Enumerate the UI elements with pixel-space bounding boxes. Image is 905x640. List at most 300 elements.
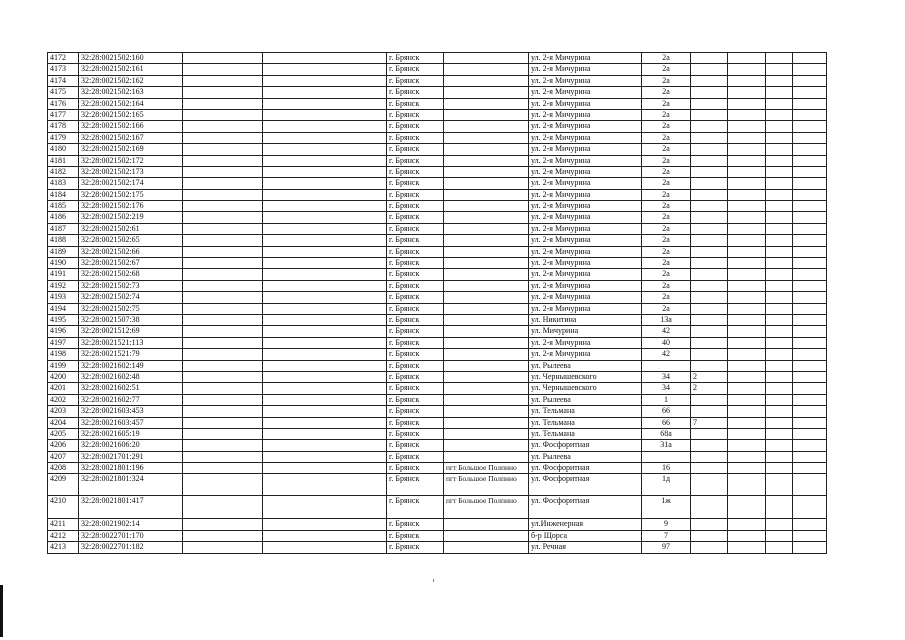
- table-cell: 4198: [48, 349, 79, 360]
- table-cell: [793, 223, 827, 234]
- table-cell: 32:28:0021512:69: [79, 326, 183, 337]
- table-cell: 32:28:0021602:77: [79, 394, 183, 405]
- table-cell: г. Брянск: [387, 530, 444, 541]
- table-cell: [691, 440, 728, 451]
- table-cell: [728, 64, 766, 75]
- table-cell: [263, 246, 387, 257]
- table-cell: [766, 235, 793, 246]
- table-cell: 4177: [48, 109, 79, 120]
- table-row: [48, 292, 827, 303]
- table-cell: ул. 2-я Мичурина: [529, 235, 642, 246]
- table-cell: [183, 474, 263, 496]
- table-cell: [691, 394, 728, 405]
- table-cell: 4207: [48, 451, 79, 462]
- table-cell: [263, 132, 387, 143]
- table-cell: ул. Фосфоритная: [529, 440, 642, 451]
- table-cell: [263, 542, 387, 553]
- table-cell: 32:28:0021502:65: [79, 235, 183, 246]
- table-cell: 4196: [48, 326, 79, 337]
- table-cell: г. Брянск: [387, 406, 444, 417]
- table-cell: [766, 87, 793, 98]
- table-cell: [444, 360, 529, 371]
- table-cell: [691, 474, 728, 496]
- table-cell: г. Брянск: [387, 463, 444, 474]
- table-row: [48, 371, 827, 382]
- table-cell: [766, 212, 793, 223]
- table-cell: [728, 144, 766, 155]
- table-cell: [444, 166, 529, 177]
- table-cell: ул. Рылеева: [529, 451, 642, 462]
- table-cell: 4208: [48, 463, 79, 474]
- table-cell: [793, 246, 827, 257]
- table-cell: [444, 64, 529, 75]
- table-cell: [691, 178, 728, 189]
- table-cell: [691, 155, 728, 166]
- table-cell: [793, 530, 827, 541]
- table-cell: [691, 64, 728, 75]
- table-cell: [183, 371, 263, 382]
- table-cell: 32:28:0021502:161: [79, 64, 183, 75]
- table-cell: 2: [691, 371, 728, 382]
- table-cell: 4183: [48, 178, 79, 189]
- table-cell: [728, 246, 766, 257]
- table-cell: ул. 2-я Мичурина: [529, 280, 642, 291]
- table-cell: 2а: [642, 292, 691, 303]
- table-cell: [444, 223, 529, 234]
- table-cell: [263, 451, 387, 462]
- table-cell: [263, 98, 387, 109]
- table-cell: [183, 246, 263, 257]
- table-row: [48, 155, 827, 166]
- table-cell: [793, 98, 827, 109]
- table-cell: [444, 87, 529, 98]
- table-cell: 32:28:0021502:68: [79, 269, 183, 280]
- table-cell: [444, 144, 529, 155]
- table-row: [48, 246, 827, 257]
- table-cell: пгт Большое Полпино: [444, 496, 529, 519]
- table-cell: [766, 303, 793, 314]
- table-row: [48, 178, 827, 189]
- table-cell: ул. Фосфоритная: [529, 474, 642, 496]
- table-cell: [728, 451, 766, 462]
- table-cell: 32:28:0021602:51: [79, 383, 183, 394]
- table-cell: [793, 314, 827, 325]
- table-cell: [793, 53, 827, 64]
- table-cell: [766, 75, 793, 86]
- table-row: [48, 87, 827, 98]
- table-cell: [183, 417, 263, 428]
- table-cell: [728, 201, 766, 212]
- table-cell: г. Брянск: [387, 383, 444, 394]
- table-row: [48, 394, 827, 405]
- table-cell: [691, 349, 728, 360]
- table-cell: 2а: [642, 280, 691, 291]
- table-cell: [183, 87, 263, 98]
- table-cell: [444, 132, 529, 143]
- table-cell: [793, 303, 827, 314]
- table-cell: 32:28:0021502:74: [79, 292, 183, 303]
- table-cell: 2а: [642, 212, 691, 223]
- table-cell: [728, 371, 766, 382]
- table-cell: [793, 212, 827, 223]
- table-cell: [183, 144, 263, 155]
- table-cell: ул. Фосфоритная: [529, 496, 642, 519]
- table-cell: [793, 75, 827, 86]
- table-cell: [766, 440, 793, 451]
- table-cell: 2а: [642, 178, 691, 189]
- table-cell: ул. Фосфоритная: [529, 463, 642, 474]
- table-cell: 32:28:0021502:166: [79, 121, 183, 132]
- table-cell: 68а: [642, 428, 691, 439]
- table-cell: [444, 121, 529, 132]
- table-cell: [444, 246, 529, 257]
- table-cell: [263, 223, 387, 234]
- table-cell: [691, 269, 728, 280]
- table-cell: ул.Инженерная: [529, 519, 642, 530]
- table-cell: [183, 463, 263, 474]
- table-cell: ул. 2-я Мичурина: [529, 121, 642, 132]
- table-cell: [766, 349, 793, 360]
- table-cell: 32:28:0021801:196: [79, 463, 183, 474]
- table-cell: [691, 303, 728, 314]
- table-cell: [444, 75, 529, 86]
- table-cell: [642, 360, 691, 371]
- table-cell: 4201: [48, 383, 79, 394]
- table-cell: [766, 246, 793, 257]
- table-cell: [793, 132, 827, 143]
- table-cell: [728, 360, 766, 371]
- table-row: [48, 132, 827, 143]
- table-cell: [728, 155, 766, 166]
- table-cell: [766, 360, 793, 371]
- table-row: [48, 417, 827, 428]
- table-cell: г. Брянск: [387, 280, 444, 291]
- table-cell: ул. 2-я Мичурина: [529, 303, 642, 314]
- table-cell: 66: [642, 417, 691, 428]
- table-row: [48, 314, 827, 325]
- table-cell: [766, 474, 793, 496]
- table-cell: [766, 496, 793, 519]
- table-cell: [183, 519, 263, 530]
- table-cell: [728, 87, 766, 98]
- table-cell: [728, 258, 766, 269]
- table-cell: 32:28:0021502:73: [79, 280, 183, 291]
- table-cell: 2а: [642, 109, 691, 120]
- table-row: [48, 519, 827, 530]
- table-cell: [691, 314, 728, 325]
- table-cell: [444, 201, 529, 212]
- table-cell: [766, 428, 793, 439]
- table-cell: [263, 212, 387, 223]
- table-cell: [444, 53, 529, 64]
- table-cell: [183, 189, 263, 200]
- table-cell: 32:28:0021603:453: [79, 406, 183, 417]
- table-cell: [691, 109, 728, 120]
- table-cell: [766, 166, 793, 177]
- table-cell: [183, 496, 263, 519]
- table-cell: ул. Тельмана: [529, 406, 642, 417]
- table-cell: 2а: [642, 98, 691, 109]
- table-cell: 32:28:0021902:14: [79, 519, 183, 530]
- table-cell: [728, 474, 766, 496]
- table-cell: 4213: [48, 542, 79, 553]
- table-row: [48, 406, 827, 417]
- table-cell: [728, 132, 766, 143]
- table-cell: г. Брянск: [387, 417, 444, 428]
- table-cell: г. Брянск: [387, 87, 444, 98]
- table-cell: 2а: [642, 121, 691, 132]
- table-cell: 2а: [642, 201, 691, 212]
- table-cell: [691, 121, 728, 132]
- table-cell: [728, 280, 766, 291]
- table-cell: [263, 496, 387, 519]
- table-cell: ул. Речная: [529, 542, 642, 553]
- table-row: [48, 109, 827, 120]
- table-cell: 4175: [48, 87, 79, 98]
- table-cell: [691, 463, 728, 474]
- table-cell: [183, 303, 263, 314]
- table-cell: 4203: [48, 406, 79, 417]
- table-cell: 31а: [642, 440, 691, 451]
- table-cell: [728, 406, 766, 417]
- table-cell: [728, 75, 766, 86]
- table-cell: [793, 87, 827, 98]
- table-cell: [691, 235, 728, 246]
- table-cell: [793, 474, 827, 496]
- table-cell: г. Брянск: [387, 64, 444, 75]
- table-cell: [263, 303, 387, 314]
- table-cell: [444, 519, 529, 530]
- table-cell: [793, 269, 827, 280]
- table-cell: г. Брянск: [387, 428, 444, 439]
- table-cell: 4191: [48, 269, 79, 280]
- table-cell: [263, 269, 387, 280]
- table-cell: ул. 2-я Мичурина: [529, 223, 642, 234]
- table-cell: ул. Тельмана: [529, 417, 642, 428]
- table-row: [48, 98, 827, 109]
- table-cell: ул. 2-я Мичурина: [529, 155, 642, 166]
- table-cell: г. Брянск: [387, 212, 444, 223]
- table-cell: [183, 201, 263, 212]
- table-cell: [183, 155, 263, 166]
- table-cell: ул. Чернышевского: [529, 371, 642, 382]
- table-cell: [263, 394, 387, 405]
- table-cell: 4205: [48, 428, 79, 439]
- table-cell: [263, 337, 387, 348]
- table-cell: [263, 371, 387, 382]
- table-cell: [691, 280, 728, 291]
- table-cell: [766, 326, 793, 337]
- table-cell: 4194: [48, 303, 79, 314]
- table-row: [48, 428, 827, 439]
- table-cell: [793, 337, 827, 348]
- table-cell: ул. 2-я Мичурина: [529, 212, 642, 223]
- table-row: [48, 269, 827, 280]
- table-cell: 1: [642, 394, 691, 405]
- table-cell: [444, 417, 529, 428]
- table-cell: [263, 428, 387, 439]
- table-cell: [793, 463, 827, 474]
- table-cell: [793, 451, 827, 462]
- table-cell: ул. 2-я Мичурина: [529, 75, 642, 86]
- table-cell: [728, 53, 766, 64]
- table-cell: [766, 519, 793, 530]
- table-cell: [691, 428, 728, 439]
- table-cell: [691, 519, 728, 530]
- table-cell: [444, 235, 529, 246]
- table-cell: [766, 189, 793, 200]
- table-cell: 4184: [48, 189, 79, 200]
- table-cell: пгт Большое Полпино: [444, 474, 529, 496]
- table-cell: [728, 383, 766, 394]
- table-cell: [263, 121, 387, 132]
- table-cell: [183, 64, 263, 75]
- table-cell: 4178: [48, 121, 79, 132]
- table-cell: [183, 530, 263, 541]
- table-cell: 4172: [48, 53, 79, 64]
- table-cell: г. Брянск: [387, 178, 444, 189]
- table-cell: [444, 337, 529, 348]
- table-cell: [263, 166, 387, 177]
- table-cell: 32:28:0021502:174: [79, 178, 183, 189]
- table-cell: [728, 178, 766, 189]
- table-cell: 4192: [48, 280, 79, 291]
- table-cell: [728, 326, 766, 337]
- table-cell: [793, 258, 827, 269]
- table-cell: 2а: [642, 258, 691, 269]
- table-cell: 4180: [48, 144, 79, 155]
- table-cell: [793, 109, 827, 120]
- table-cell: 2а: [642, 132, 691, 143]
- table-cell: [263, 383, 387, 394]
- table-cell: ул. Тельмана: [529, 428, 642, 439]
- table-cell: [444, 371, 529, 382]
- table-row: [48, 440, 827, 451]
- table-body: [48, 53, 827, 554]
- table-cell: [183, 258, 263, 269]
- table-cell: [728, 542, 766, 553]
- table-cell: ул. 2-я Мичурина: [529, 53, 642, 64]
- table-cell: 4179: [48, 132, 79, 143]
- table-cell: [444, 326, 529, 337]
- table-row: [48, 53, 827, 64]
- table-cell: 4210: [48, 496, 79, 519]
- table-cell: 32:28:0021502:67: [79, 258, 183, 269]
- table-cell: [691, 496, 728, 519]
- table-cell: [263, 314, 387, 325]
- table-cell: [691, 360, 728, 371]
- table-cell: [444, 178, 529, 189]
- table-cell: 32:28:0021502:167: [79, 132, 183, 143]
- table-cell: [728, 189, 766, 200]
- table-cell: [263, 87, 387, 98]
- table-cell: 32:28:0021502:162: [79, 75, 183, 86]
- table-cell: [444, 394, 529, 405]
- table-cell: [691, 166, 728, 177]
- table-cell: [183, 292, 263, 303]
- table-cell: 2а: [642, 303, 691, 314]
- table-cell: 32:28:0021502:61: [79, 223, 183, 234]
- table-cell: [793, 383, 827, 394]
- table-cell: [766, 269, 793, 280]
- table-cell: 4190: [48, 258, 79, 269]
- table-cell: [444, 212, 529, 223]
- table-row: [48, 360, 827, 371]
- table-cell: [444, 292, 529, 303]
- table-cell: [766, 371, 793, 382]
- table-cell: ул. Мичурина: [529, 326, 642, 337]
- table-cell: б-р Щорса: [529, 530, 642, 541]
- table-cell: [728, 417, 766, 428]
- table-cell: 42: [642, 349, 691, 360]
- table-cell: [793, 496, 827, 519]
- table-cell: 2а: [642, 144, 691, 155]
- table-cell: 2а: [642, 155, 691, 166]
- table-cell: ул. 2-я Мичурина: [529, 246, 642, 257]
- table-cell: 4209: [48, 474, 79, 496]
- table-cell: [793, 235, 827, 246]
- table-cell: 32:28:0021502:164: [79, 98, 183, 109]
- table-cell: [444, 542, 529, 553]
- table-row: [48, 235, 827, 246]
- table-cell: [691, 542, 728, 553]
- table-row: [48, 542, 827, 553]
- table-cell: г. Брянск: [387, 326, 444, 337]
- table-cell: [444, 451, 529, 462]
- table-cell: [691, 223, 728, 234]
- table-cell: [263, 201, 387, 212]
- table-cell: 32:28:0021502:75: [79, 303, 183, 314]
- table-cell: [444, 530, 529, 541]
- table-cell: [263, 349, 387, 360]
- table-cell: 2а: [642, 75, 691, 86]
- table-cell: ул. Никитина: [529, 314, 642, 325]
- table-cell: 32:28:0021502:66: [79, 246, 183, 257]
- table-cell: [183, 98, 263, 109]
- table-row: [48, 530, 827, 541]
- table-cell: ул. Рылеева: [529, 360, 642, 371]
- table-cell: [766, 542, 793, 553]
- table-cell: 7: [691, 417, 728, 428]
- table-cell: [691, 326, 728, 337]
- table-cell: г. Брянск: [387, 121, 444, 132]
- table-cell: 32:28:0021502:219: [79, 212, 183, 223]
- table-cell: ул. 2-я Мичурина: [529, 166, 642, 177]
- table-cell: [766, 178, 793, 189]
- table-cell: [766, 417, 793, 428]
- table-cell: г. Брянск: [387, 371, 444, 382]
- table-cell: [444, 280, 529, 291]
- table-cell: [183, 542, 263, 553]
- table-cell: [263, 144, 387, 155]
- table-cell: ул. Чернышевского: [529, 383, 642, 394]
- table-cell: 4200: [48, 371, 79, 382]
- table-row: [48, 337, 827, 348]
- table-cell: ул. 2-я Мичурина: [529, 87, 642, 98]
- table-cell: [263, 109, 387, 120]
- table-cell: [183, 212, 263, 223]
- table-cell: [183, 235, 263, 246]
- table-row: [48, 303, 827, 314]
- table-row: [48, 280, 827, 291]
- table-cell: [263, 326, 387, 337]
- table-cell: ул. 2-я Мичурина: [529, 132, 642, 143]
- table-cell: г. Брянск: [387, 451, 444, 462]
- table-cell: [793, 519, 827, 530]
- table-cell: [793, 326, 827, 337]
- table-cell: [766, 394, 793, 405]
- table-cell: ул. 2-я Мичурина: [529, 144, 642, 155]
